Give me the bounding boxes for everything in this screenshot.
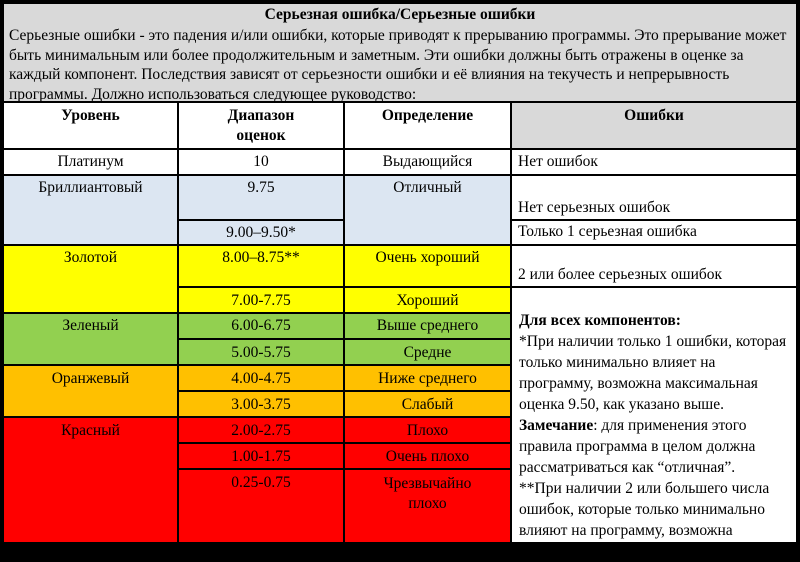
level-gold-cell xyxy=(4,246,177,312)
definition-cell xyxy=(345,366,510,390)
errors-cell xyxy=(512,221,796,244)
definition-extremely-poor: Чрезвычайно плохо xyxy=(383,475,472,512)
level-green: Зеленый xyxy=(62,317,119,334)
range-5-00-5-75: 5.00-5.75 xyxy=(231,344,291,361)
intro-text: Серьезные ошибки - это падения и/или ошибки, которые приводят к прерыванию программы. Это прерывание может быть минимальным или более продолжительным и заметным. Эти ошибки должны быть отражены в оценке за каждый компонент. Последствия зависят от серьезности ошибки и её влияния на текучесть и непрерывность программы. Должно использоваться следующее руководство: xyxy=(9,27,787,103)
range-cell xyxy=(179,314,343,338)
level-red: Красный xyxy=(61,422,120,439)
header-range-line2: оценок xyxy=(236,127,286,144)
header-definition-cell xyxy=(345,103,510,148)
range-cell xyxy=(179,366,343,390)
errors-none: Нет ошибок xyxy=(518,153,598,170)
definition-cell xyxy=(345,470,510,542)
level-orange: Оранжевый xyxy=(51,370,130,387)
range-cell xyxy=(179,340,343,364)
notes-text xyxy=(519,310,789,562)
level-diamond-cell xyxy=(4,176,177,244)
range-2-00-2-75: 2.00-2.75 xyxy=(231,422,291,439)
definition-cell xyxy=(345,314,510,338)
notes-paragraph-three: **При наличии 2 или большего числа ошибок, которые только минимально влияют на программу, возможна максимальная оценка 8.75. xyxy=(519,480,770,560)
range-9-75: 9.75 xyxy=(247,179,275,196)
range-cell xyxy=(179,444,343,468)
definition-cell xyxy=(345,176,510,244)
range-cell xyxy=(179,176,343,219)
errors-cell xyxy=(512,176,796,219)
definition-weak: Слабый xyxy=(401,396,454,413)
definition-average: Средне xyxy=(403,344,452,361)
range-10: 10 xyxy=(253,153,269,170)
definition-very-poor: Очень плохо xyxy=(385,448,470,465)
definition-poor: Плохо xyxy=(406,422,449,439)
level-green-cell xyxy=(4,314,177,364)
notes-paragraph-one: *При наличии только 1 ошибки, которая только минимально влияет на программу, возможна максимальная оценка 9.50, как указано выше. xyxy=(519,333,787,413)
header-level: Уровень xyxy=(61,107,120,124)
definition-cell xyxy=(345,150,510,174)
level-orange-cell xyxy=(4,366,177,416)
level-platinum: Платинум xyxy=(57,153,124,170)
definition-cell xyxy=(345,246,510,286)
definition-cell xyxy=(345,288,510,312)
notes-heading: Для всех компонентов: xyxy=(519,312,681,329)
range-3-00-3-75: 3.00-3.75 xyxy=(231,396,291,413)
notes-remark-text: : для применения этого правила программа в целом должна рассматриваться как “отличная”. xyxy=(519,417,756,476)
errors-no-serious: Нет серьезных ошибок xyxy=(518,199,671,216)
notes-paragraph-two xyxy=(519,415,789,478)
range-cell xyxy=(179,246,343,286)
errors-two-or-more: 2 или более серьезных ошибок xyxy=(518,266,723,283)
intro-title: Серьезная ошибка/Серьезные ошибки xyxy=(264,6,536,23)
definition-very-good: Очень хороший xyxy=(375,249,480,266)
range-cell xyxy=(179,150,343,174)
errors-cell xyxy=(512,150,796,174)
notes-remark-label: Замечание xyxy=(519,417,594,434)
level-diamond: Бриллиантовый xyxy=(38,179,143,196)
definition-cell xyxy=(345,418,510,442)
level-gold: Золотой xyxy=(63,249,118,266)
errors-cell xyxy=(512,246,796,286)
level-platinum-cell xyxy=(4,150,177,174)
definition-cell xyxy=(345,444,510,468)
definition-good: Хороший xyxy=(396,292,459,309)
range-8-00-8-75: 8.00–8.75** xyxy=(222,249,300,266)
range-7-00-7-75: 7.00-7.75 xyxy=(231,292,291,309)
range-0-25-0-75: 0.25-0.75 xyxy=(231,474,291,491)
range-9-00-9-50: 9.00–9.50* xyxy=(226,224,296,241)
header-range-cell xyxy=(179,103,343,148)
header-errors: Ошибки xyxy=(624,107,684,124)
range-cell xyxy=(179,221,343,244)
notes-cell xyxy=(512,288,796,560)
range-1-00-1-75: 1.00-1.75 xyxy=(231,448,291,465)
definition-cell xyxy=(345,340,510,364)
level-red-cell xyxy=(4,418,177,542)
range-cell xyxy=(179,392,343,416)
intro-block xyxy=(4,4,796,101)
definition-outstanding: Выдающийся xyxy=(382,153,473,170)
definition-cell xyxy=(345,392,510,416)
range-cell xyxy=(179,418,343,442)
definition-above-average: Выше среднего xyxy=(376,317,479,334)
errors-one-serious: Только 1 серьезная ошибка xyxy=(518,223,697,240)
definition-below-average: Ниже среднего xyxy=(378,370,477,387)
definition-excellent: Отличный xyxy=(393,179,462,196)
header-level-cell xyxy=(4,103,177,148)
header-definition: Определение xyxy=(381,107,474,124)
header-range-line1: Диапазон xyxy=(227,107,295,124)
range-6-00-6-75: 6.00-6.75 xyxy=(231,317,291,334)
range-cell xyxy=(179,470,343,542)
range-cell xyxy=(179,288,343,312)
header-errors-cell xyxy=(512,103,796,148)
range-4-00-4-75: 4.00-4.75 xyxy=(231,370,291,387)
